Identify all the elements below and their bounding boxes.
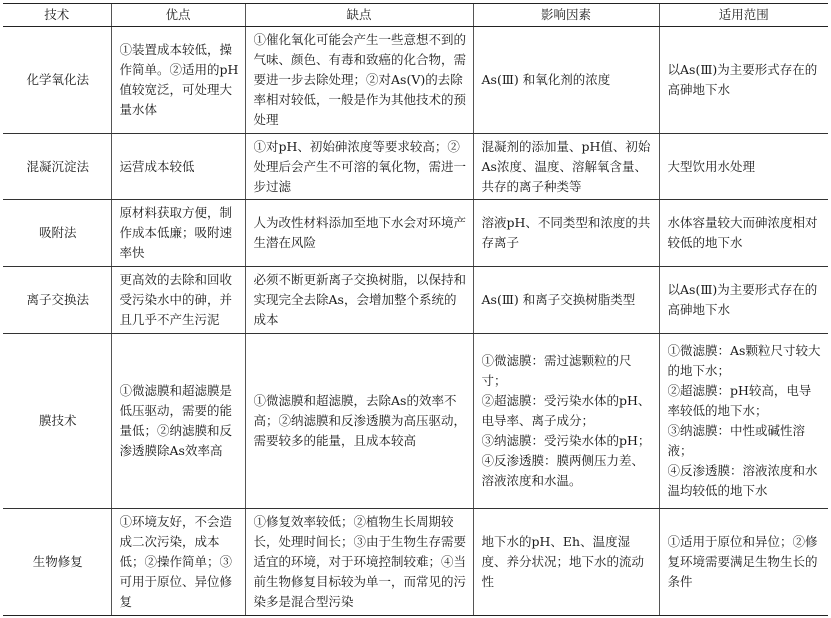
table-row	[3, 200, 828, 267]
scope-line: ①微滤膜：As颗粒尺寸较大的地下水；	[667, 343, 821, 378]
scope-cell: 大型饮用水处理	[659, 134, 828, 200]
scope-cell: 以As(Ⅲ)为主要形式存在的高砷地下水	[659, 267, 828, 334]
factors-cell: 溶液pH、不同类型和浓度的共存离子	[473, 200, 659, 267]
technology-cell: 离子交换法	[3, 267, 111, 334]
factors-cell	[473, 334, 659, 509]
factors-cell: As(Ⅲ) 和离子交换树脂类型	[473, 267, 659, 334]
advantages-cell: 原材料获取方便，制作成本低廉；吸附速率快	[111, 200, 245, 267]
factor-line: ①微滤膜：需过滤颗粒的尺寸；	[481, 353, 632, 388]
technology-cell: 生物修复	[3, 509, 111, 616]
disadvantages-cell: ①微滤膜和超滤膜，去除As的效率不高；②纳滤膜和反渗透膜为高压驱动，需要较多的能量，且成本较高	[245, 334, 473, 509]
advantages-cell: 运营成本较低	[111, 134, 245, 200]
table-row	[3, 334, 828, 509]
disadvantages-cell: ①催化氧化可能会产生一些意想不到的气味、颜色、有毒和致癌的化合物，需要进一步去除处理；②对As(Ⅴ)的去除率相对较低，一般是作为其他技术的预处理	[245, 27, 473, 134]
table-header	[3, 4, 828, 27]
header-advantages: 优点	[111, 4, 245, 27]
factors-cell: As(Ⅲ) 和氧化剂的浓度	[473, 27, 659, 134]
factors-cell: 地下水的pH、Eh、温度湿度、养分状况；地下水的流动性	[473, 509, 659, 616]
scope-cell: ①适用于原位和异位；②修复环境需要满足生物生长的条件	[659, 509, 828, 616]
factor-line: ④反渗透膜：膜两侧压力差、溶液浓度和水温。	[481, 453, 645, 488]
technology-cell: 膜技术	[3, 334, 111, 509]
table-row	[3, 27, 828, 134]
scope-line: ④反渗透膜：溶液浓度和水温均较低的地下水	[667, 463, 818, 498]
factors-cell: 混凝剂的添加量、pH值、初始As浓度、温度、溶解氧含量、共存的离子种类等	[473, 134, 659, 200]
technology-cell: 化学氧化法	[3, 27, 111, 134]
technology-cell: 吸附法	[3, 200, 111, 267]
scope-cell: 水体容量较大而砷浓度相对较低的地下水	[659, 200, 828, 267]
arsenic-removal-technology-table	[3, 3, 828, 616]
factor-line: ②超滤膜：受污染水体的pH、电导率、离子成分；	[481, 393, 651, 428]
advantages-cell: ①环境友好，不会造成二次污染，成本低；②操作简单；③可用于原位、异位修复	[111, 509, 245, 616]
header-technology: 技术	[3, 4, 111, 27]
advantages-cell: ①装置成本较低，操作简单。②适用的pH值较宽泛，可处理大量水体	[111, 27, 245, 134]
disadvantages-cell: 必须不断更新离子交换树脂，以保持和实现完全去除As，会增加整个系统的成本	[245, 267, 473, 334]
scope-cell: 以As(Ⅲ)为主要形式存在的高砷地下水	[659, 27, 828, 134]
advantages-cell: 更高效的去除和回收受污染水中的砷，并且几乎不产生污泥	[111, 267, 245, 334]
disadvantages-cell: 人为改性材料添加至地下水会对环境产生潜在风险	[245, 200, 473, 267]
advantages-cell: ①微滤膜和超滤膜是低压驱动，需要的能量低；②纳滤膜和反渗透膜除As效率高	[111, 334, 245, 509]
factor-line: ③纳滤膜：受污染水体的pH；	[481, 433, 651, 448]
header-applicable-scope: 适用范围	[659, 4, 828, 27]
scope-line: ③纳滤膜：中性或碱性溶液；	[667, 423, 806, 458]
table-row	[3, 267, 828, 334]
scope-cell	[659, 334, 828, 509]
disadvantages-cell: ①对pH、初始砷浓度等要求较高；②处理后会产生不可溶的氧化物，需进一步过滤	[245, 134, 473, 200]
table-body	[3, 27, 828, 616]
disadvantages-cell: ①修复效率较低；②植物生长周期较长，处理时间长；③由于生物生存需要适宜的环境，对于环境控制较难；④当前生物修复目标较为单一，而常见的污染多是混合型污染	[245, 509, 473, 616]
header-row	[3, 4, 828, 27]
table-row	[3, 134, 828, 200]
table-row	[3, 509, 828, 616]
technology-cell: 混凝沉淀法	[3, 134, 111, 200]
header-disadvantages: 缺点	[245, 4, 473, 27]
header-influencing-factors: 影响因素	[473, 4, 659, 27]
scope-line: ②超滤膜：pH较高，电导率较低的地下水；	[667, 383, 812, 418]
